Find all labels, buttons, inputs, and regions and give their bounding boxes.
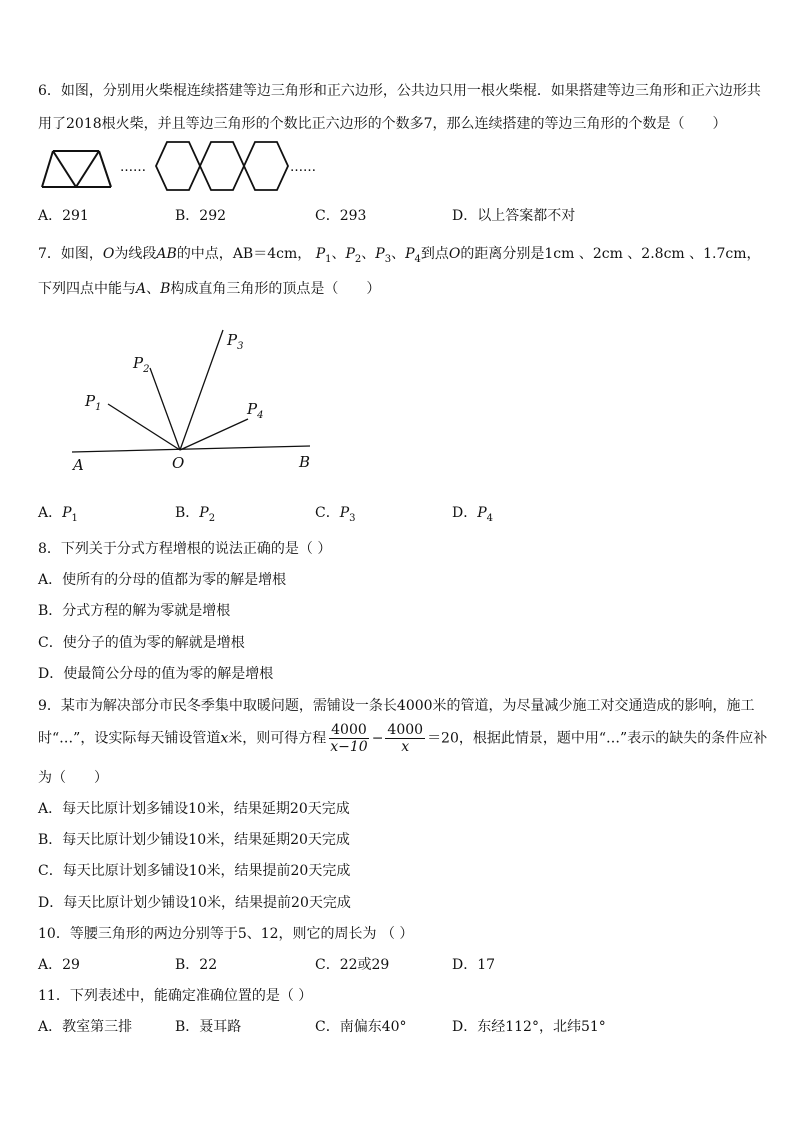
q8-option-b: B．分式方程的解为零就是增根 [38,603,231,619]
q7-option-label: C． [315,505,340,521]
ray-op1 [108,404,180,450]
q11-option-b: B．聂耳路 [175,1019,242,1035]
q7-option-d [452,504,493,528]
q9-stem-line2 [38,722,767,755]
q7-text: 、 [391,246,406,262]
q7-stem-line2 [38,280,380,298]
q7-text: 的距离分别是1cm 、2cm 、2.8cm 、1.7cm， [460,246,761,262]
q9-text: ＝20，根据此情景，题中用“…”表示的缺失的条件应补 [427,730,768,747]
q7-sub: 3 [349,513,356,524]
q7-p: P [62,505,72,521]
q8-option-c: C．使分子的值为零的解就是增根 [38,635,245,651]
q7-sub: 4 [486,513,494,524]
q7-point-b: B [160,281,171,297]
q7-p: P [199,505,209,521]
q7-p: P [477,505,487,521]
q6-option-b: B．292 [175,208,227,224]
q7-text: 7．如图， [38,246,103,262]
q7-option-label: B． [175,505,200,521]
q6-dots-left: …… [120,160,146,175]
q7-text: 下列四点中能与 [38,281,136,297]
q7-option-label: A． [38,505,63,521]
q9-denominator: x−10 [330,739,368,755]
q6-stem-line1: 6．如图，分别用火柴棍连续搭建等边三角形和正六边形，公共边只用一根火柴棍．如果搭建等边三角形和正六边形共 [38,83,761,99]
q7-sub: 2 [354,254,362,265]
q7-p: P [405,246,415,262]
q8-option-a: A．使所有的分母的值都为零的解是增根 [38,572,287,588]
q7-text: 、 [331,246,346,262]
q9-option-d: D．每天比原计划少铺设10米，结果提前20天完成 [38,895,351,911]
label-a: A [73,456,84,474]
ray-op4 [180,419,248,450]
q6-option-d: D．以上答案都不对 [452,208,576,224]
q9-stem-line3: 为（ ） [38,770,108,786]
q9-variable-x: x [220,730,229,747]
q11-option-a: A．教室第三排 [38,1019,133,1035]
q9-stem-line1: 9．某市为解决部分市民冬季集中取暖问题，需铺设一条长4000米的管道，为尽量减少施工对交通造成的影响，施工 [38,698,755,714]
q7-option-c [315,504,356,528]
label-o: O [172,454,185,472]
q7-sub: 4 [414,254,421,265]
label-p1: $P_1$ [85,392,102,413]
q11-option-d: D．东经112°，北纬51° [452,1019,606,1035]
q6-dots-right: …… [290,160,316,175]
q10-option-b: B．22 [175,957,218,973]
q10-option-a: A．29 [38,957,80,973]
q6-option-a: A．291 [38,208,89,224]
q9-option-b: B．每天比原计划少铺设10米，结果延期20天完成 [38,832,350,848]
label-p2: $P_2$ [133,354,150,375]
hexagon-chain [156,142,288,190]
ray-op2 [150,368,180,450]
q7-text: 、 [361,246,376,262]
triangle-chain [42,151,111,187]
q9-text: 时“…”，设实际每天铺设管道 [38,730,221,747]
q7-text: 到点 [420,246,449,262]
q8-stem: 8．下列关于分式方程增根的说法正确的是（ ） [38,541,332,557]
label-p4: $P_4$ [247,400,264,421]
q7-sub: 1 [71,513,78,524]
q11-stem: 11．下列表述中，能确定准确位置的是（ ） [38,988,313,1004]
q7-point-a: A [136,281,147,297]
q7-p: P [315,246,326,262]
q9-minus: − [371,730,384,747]
q6-figure [36,138,336,198]
q7-sub: 3 [384,254,392,265]
ray-op3 [180,330,223,450]
q6-option-c: C．293 [315,208,367,224]
q6-stem-line2: 用了2018根火柴，并且等边三角形的个数比正六边形的个数多7，那么连续搭建的等边三角形的个数是（ ） [38,116,727,132]
q7-text: 构成直角三角形的顶点是（ ） [170,281,381,297]
q7-text: 为线段 [114,246,157,262]
q9-option-c: C．每天比原计划多铺设10米，结果提前20天完成 [38,863,351,879]
q7-sub: 2 [208,513,216,524]
q7-p: P [339,505,350,521]
q7-stem-line1 [38,245,761,269]
q7-equation: AB＝4cm [232,246,298,262]
q9-fraction-2 [385,722,425,755]
q7-segment-ab: AB [156,246,177,262]
q8-option-d: D．使最简公分母的值为零的解是增根 [38,666,274,682]
q9-text: 米，则可得方程 [228,730,327,747]
q7-text: 、 [146,281,161,297]
q7-option-b [175,504,215,528]
q9-numerator: 4000 [387,722,424,738]
q9-denominator: x [401,739,410,755]
label-b: B [299,453,311,471]
q9-numerator: 4000 [331,722,367,738]
q7-point-o: O [448,246,461,262]
q10-option-d: D．17 [452,957,496,973]
q7-option-a [38,504,78,528]
q7-option-label: D． [452,505,478,521]
q7-p: P [345,246,355,262]
q7-text: 的中点， [176,246,233,262]
q7-point-o: O [102,246,115,262]
q9-fraction-1 [328,722,369,755]
q11-option-c: C．南偏东40° [315,1019,407,1035]
q7-p: P [375,246,385,262]
segment-ab [72,446,310,452]
q7-sub: 1 [325,254,332,265]
label-p3: $P_3$ [227,331,244,352]
q10-stem: 10．等腰三角形的两边分别等于5、12，则它的周长为 （ ） [38,926,414,942]
q7-text: ， [297,246,312,262]
q10-option-c: C．22或29 [315,957,390,973]
q7-figure [60,322,330,477]
q9-option-a: A．每天比原计划多铺设10米，结果延期20天完成 [38,801,350,817]
